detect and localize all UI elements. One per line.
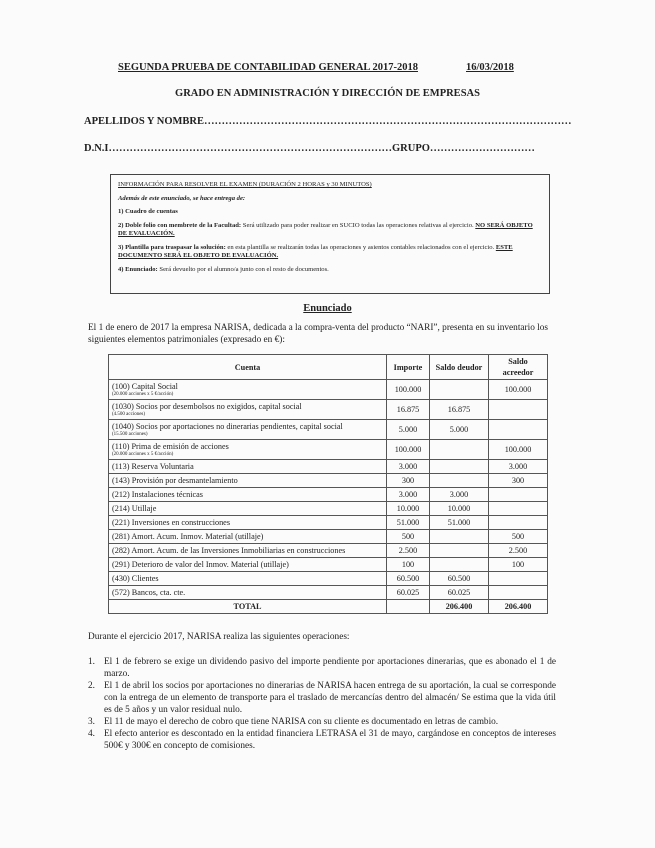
account-cell xyxy=(109,530,387,544)
total-credit: 206.400 xyxy=(489,600,548,614)
table-row xyxy=(109,488,548,502)
amount-cell: 3.000 xyxy=(387,460,430,474)
debit-cell: 60.025 xyxy=(430,586,489,600)
table-row xyxy=(109,558,548,572)
table-row xyxy=(109,474,548,488)
credit-cell: 300 xyxy=(489,474,548,488)
account-cell xyxy=(109,544,387,558)
table-row xyxy=(109,516,548,530)
account-name: (113) Reserva Voluntaria xyxy=(112,462,194,471)
info-item-4: 4) Enunciado: Será devuelto por el alumno/a junto con el resto de documentos. xyxy=(118,265,329,273)
table-row xyxy=(109,380,548,400)
account-name: (291) Deterioro de valor del Inmov. Material (utillaje) xyxy=(112,560,289,569)
debit-cell xyxy=(430,440,489,460)
operation-item: 2. El 1 de abril los socios por aportaciones no dinerarias de NARISA hacen entrega de su aportación, la cual se corresponde con la entrega de un elemento de transporte para el traslado de mercancías dentro del almacén/ Se estima que la vida útil es de 5 años y un valor residual nulo. xyxy=(88,681,556,715)
amount-cell: 5.000 xyxy=(387,420,430,440)
name-field: APELLIDOS Y NOMBRE…………………………………………………………………………………………… xyxy=(84,116,572,127)
account-note: (4.500 acciones) xyxy=(112,412,146,417)
info-heading: INFORMACIÓN PARA RESOLVER EL EXAMEN (DURACIÓN 2 HORAS y 30 MINUTOS) xyxy=(118,181,372,188)
credit-cell xyxy=(489,400,548,420)
info-intro: Además de este enunciado, se hace entrega de: xyxy=(118,194,246,202)
debit-cell: 60.500 xyxy=(430,572,489,586)
amount-cell: 2.500 xyxy=(387,544,430,558)
account-cell xyxy=(109,502,387,516)
account-cell xyxy=(109,420,387,440)
statement-intro: El 1 de enero de 2017 la empresa NARISA, dedicada a la compra-venta del producto “NARI”, presenta en su inventario los siguientes elementos patrimoniales (expresado en €): xyxy=(88,323,549,345)
credit-cell xyxy=(489,420,548,440)
operation-item: 1. El 1 de febrero se exige un dividendo pasivo del importe pendiente por aportaciones dinerarias, que es abonado el 1 de marzo. xyxy=(88,657,556,679)
amount-cell: 60.500 xyxy=(387,572,430,586)
table-row xyxy=(109,544,548,558)
table-row xyxy=(109,586,548,600)
table-row xyxy=(109,530,548,544)
degree-title: GRADO EN ADMINISTRACIÓN Y DIRECCIÓN DE EMPRESAS xyxy=(175,88,480,99)
total-label: TOTAL xyxy=(109,600,387,614)
account-note: (20.000 acciones x 5 €/acción) xyxy=(112,392,174,397)
account-cell xyxy=(109,488,387,502)
account-name: (212) Instalaciones técnicas xyxy=(112,490,203,499)
credit-cell xyxy=(489,516,548,530)
credit-cell: 3.000 xyxy=(489,460,548,474)
credit-cell: 100 xyxy=(489,558,548,572)
account-name: (1030) Socios por desembolsos no exigidos, capital social xyxy=(112,402,302,411)
account-name: (100) Capital Social xyxy=(112,382,178,391)
account-name: (572) Bancos, cta. cte. xyxy=(112,588,186,597)
credit-cell xyxy=(489,502,548,516)
amount-cell: 16.875 xyxy=(387,400,430,420)
table-row xyxy=(109,440,548,460)
amount-cell: 100.000 xyxy=(387,440,430,460)
account-cell xyxy=(109,440,387,460)
info-item-3: 3) Plantilla para traspasar la solución: en esta plantilla se realizarán todas las operaciones y asientos contables relacionados con el ejercicio. ESTE DOCUMENTO SERÁ EL OBJETO DE EVALUACIÓN. xyxy=(118,243,513,259)
account-cell xyxy=(109,586,387,600)
account-name: (143) Provisión por desmantelamiento xyxy=(112,476,238,485)
total-row xyxy=(109,600,548,614)
account-cell xyxy=(109,558,387,572)
account-note: (20.000 acciones x 5 €/acción) xyxy=(112,452,174,457)
info-item-1: 1) Cuadro de cuentas xyxy=(118,208,178,215)
credit-cell: 2.500 xyxy=(489,544,548,558)
debit-cell: 5.000 xyxy=(430,420,489,440)
table-row xyxy=(109,460,548,474)
info-item-2: 2) Doble folio con membrete de la Facultad: Será utilizado para poder realizar en SUCIO todas las operaciones relativas al ejercicio. NO SERÁ OBJETO DE EVALUACIÓN. xyxy=(118,221,533,237)
debit-cell: 16.875 xyxy=(430,400,489,420)
inventory-table xyxy=(108,354,548,614)
exam-title: SEGUNDA PRUEBA DE CONTABILIDAD GENERAL 2017-2018 xyxy=(118,62,418,73)
amount-cell: 300 xyxy=(387,474,430,488)
exam-date: 16/03/2018 xyxy=(466,62,514,73)
account-name: (1040) Socios por aportaciones no dinerarias pendientes, capital social xyxy=(112,422,343,431)
debit-cell xyxy=(430,460,489,474)
account-cell xyxy=(109,516,387,530)
col-header: Saldo acreedor xyxy=(489,355,548,380)
operation-item: 4. El efecto anterior es descontado en la entidad financiera LETRASA el 31 de mayo, cargándose en conceptos de intereses 500€ y 300€ en concepto de comisiones. xyxy=(88,729,556,751)
col-header: Importe xyxy=(387,355,430,380)
amount-cell: 3.000 xyxy=(387,488,430,502)
table-row xyxy=(109,502,548,516)
table-row xyxy=(109,400,548,420)
col-header: Saldo deudor xyxy=(430,355,489,380)
account-name: (281) Amort. Acum. Inmov. Material (utillaje) xyxy=(112,532,264,541)
total-amount xyxy=(387,600,430,614)
account-cell xyxy=(109,572,387,586)
credit-cell xyxy=(489,572,548,586)
credit-cell xyxy=(489,488,548,502)
account-name: (282) Amort. Acum. de las Inversiones Inmobiliarias en construcciones xyxy=(112,546,346,555)
operations-list xyxy=(88,656,556,752)
amount-cell: 500 xyxy=(387,530,430,544)
account-cell xyxy=(109,400,387,420)
debit-cell xyxy=(430,530,489,544)
debit-cell: 3.000 xyxy=(430,488,489,502)
account-name: (214) Utillaje xyxy=(112,504,157,513)
col-header: Cuenta xyxy=(109,355,387,380)
table-row xyxy=(109,420,548,440)
operations-intro: Durante el ejercicio 2017, NARISA realiza las siguientes operaciones: xyxy=(88,632,350,642)
account-cell xyxy=(109,460,387,474)
debit-cell: 51.000 xyxy=(430,516,489,530)
account-name: (221) Inversiones en construcciones xyxy=(112,518,230,527)
debit-cell xyxy=(430,544,489,558)
debit-cell: 10.000 xyxy=(430,502,489,516)
credit-cell: 100.000 xyxy=(489,440,548,460)
debit-cell xyxy=(430,380,489,400)
credit-cell: 500 xyxy=(489,530,548,544)
amount-cell: 51.000 xyxy=(387,516,430,530)
account-cell xyxy=(109,474,387,488)
dni-group-field: D.N.I………………………………………………………………………GRUPO………………………… xyxy=(84,143,535,154)
total-debit: 206.400 xyxy=(430,600,489,614)
exam-info-box xyxy=(110,174,550,294)
debit-cell xyxy=(430,474,489,488)
credit-cell xyxy=(489,586,548,600)
amount-cell: 60.025 xyxy=(387,586,430,600)
statement-heading: Enunciado xyxy=(303,303,352,314)
amount-cell: 100.000 xyxy=(387,380,430,400)
table-row xyxy=(109,572,548,586)
amount-cell: 10.000 xyxy=(387,502,430,516)
debit-cell xyxy=(430,558,489,572)
operation-item: 3. El 11 de mayo el derecho de cobro que tiene NARISA con su cliente es documentado en letras de cambio. xyxy=(88,717,499,727)
credit-cell: 100.000 xyxy=(489,380,548,400)
account-name: (110) Prima de emisión de acciones xyxy=(112,442,229,451)
account-note: (15.500 acciones) xyxy=(112,432,148,437)
account-cell xyxy=(109,380,387,400)
account-name: (430) Clientes xyxy=(112,574,159,583)
amount-cell: 100 xyxy=(387,558,430,572)
